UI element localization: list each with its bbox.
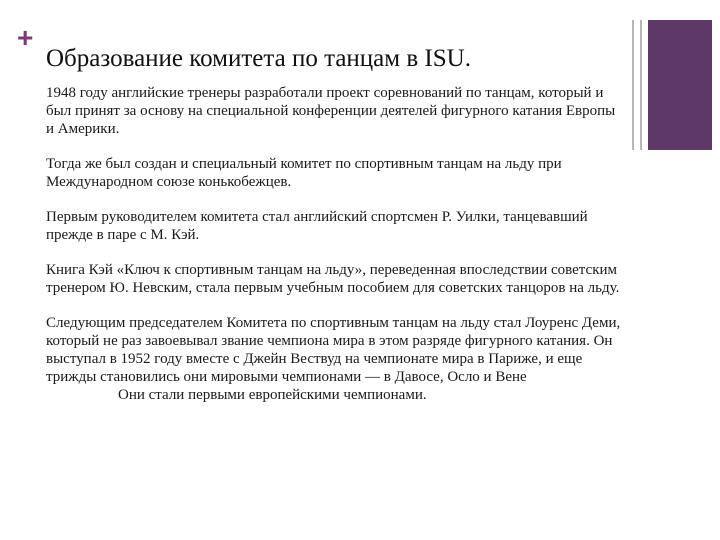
slide-title: Образование комитета по танцам в ISU. bbox=[46, 45, 471, 72]
decorative-line bbox=[632, 20, 634, 150]
paragraph-committee-created: Тогда же был создан и специальный комитет по спортивным танцам на льду при Международном союзе конькобежцев. bbox=[46, 156, 562, 190]
decorative-accent-bar bbox=[648, 20, 712, 150]
decorative-line bbox=[640, 20, 642, 150]
paragraph-demmy-text: Следующим председателем Комитета по спортивным танцам на льду стал Лоуренс Деми, который не раз завоевывал звание чемпиона мира в этом разряде фигурного катания. Он выступал в 1952 году вместе с Джейн Вествуд на чемпионате мира в Париже, и еще трижды становились они мировыми чемпионами — в Давосе, Осло и Вене bbox=[46, 315, 621, 385]
slide-body bbox=[46, 84, 626, 404]
paragraph-next-chairman bbox=[46, 314, 626, 404]
paragraph-first-chairman: Первым руководителем комитета стал английский спортсмен Р. Уилки, танцевавший прежде в паре с М. Кэй. bbox=[46, 209, 588, 243]
closing-line: Они стали первыми европейскими чемпионами. bbox=[118, 387, 427, 403]
paragraph-1948-project: 1948 году английские тренеры разработали проект соревнований по танцам, который и был принят за основу на специальной конференции деятелей фигурного катания Европы и Америки. bbox=[46, 85, 616, 137]
paragraph-kay-book: Книга Кэй «Ключ к спортивным танцам на льду», переведенная впоследствии советским тренером Ю. Невским, стала первым учебным пособием для советских танцоров на льду. bbox=[46, 262, 620, 296]
plus-marker-icon: + bbox=[17, 22, 34, 53]
